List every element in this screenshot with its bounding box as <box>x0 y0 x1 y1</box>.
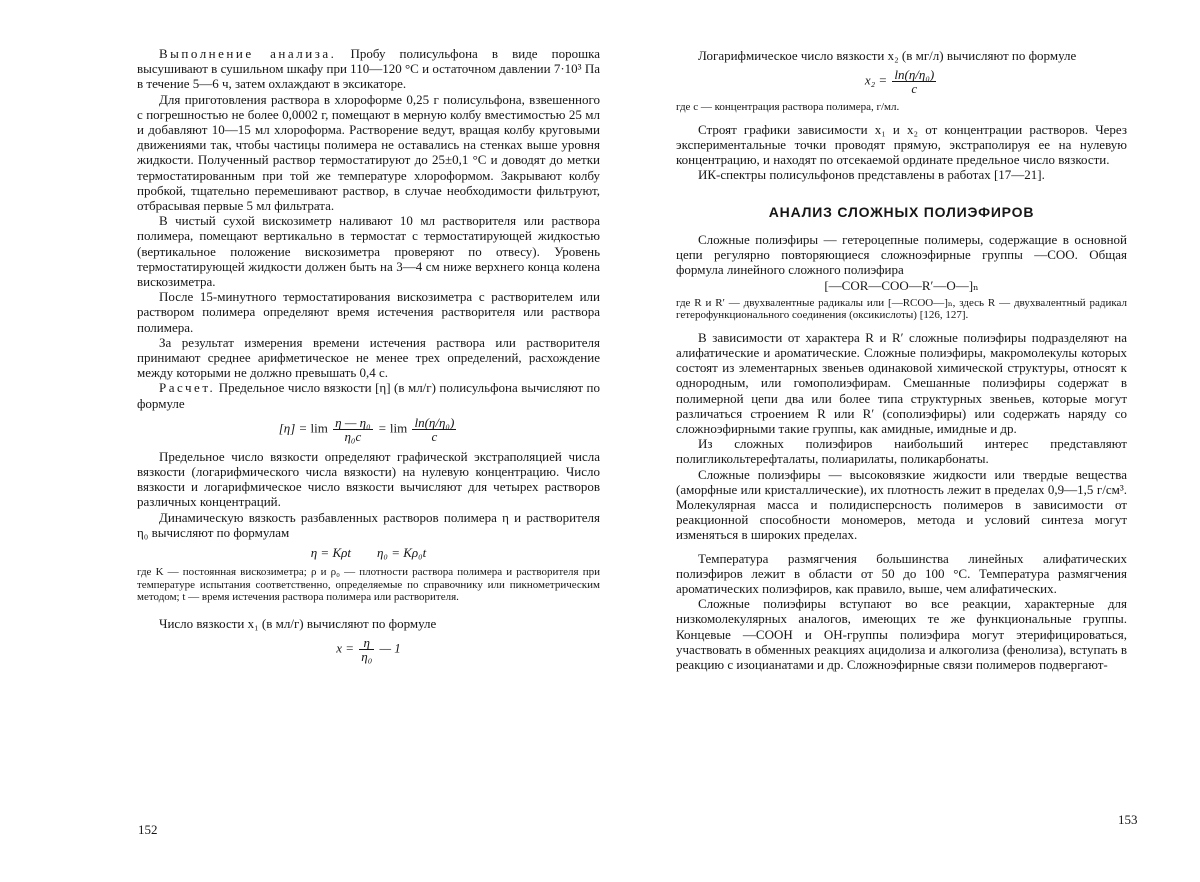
right-text-column <box>676 48 1127 672</box>
formula-log-viscosity <box>676 68 1127 95</box>
paragraph-softening: Температура размягчения большинства линейных алифатических полиэфиров лежит в области от 50 до 100 °С. Температура размягчения ароматических полиэфиров, как правило, выше, чем алифатических. <box>676 550 1127 597</box>
paragraph-procedure <box>137 46 600 92</box>
section-lead-calculation: Расчет. <box>159 380 216 396</box>
formula-lhs: x₂ = <box>864 72 891 88</box>
formula-viscosity-number <box>137 636 600 663</box>
paragraph-log-viscosity: Логарифмическое число вязкости x₂ (в мг/л) вычисляют по формуле <box>698 48 1077 63</box>
note-radicals: где R и R′ — двухвалентные радикалы или [—RCOO—]ₙ, здесь R — двухвалентный радикал гетерофункционального соединения (оксикислоты) [126, 127]. <box>676 296 1127 322</box>
formula-rhs: — 1 <box>379 640 401 656</box>
formula-lhs: [η] = <box>278 420 311 436</box>
fraction-denominator: c <box>911 81 918 97</box>
formula-lhs: x = <box>336 640 358 656</box>
paragraph-graphs: Строят графики зависимости x₁ и x₂ от концентрации растворов. Через экспериментальные точки проводят прямую, экстраполируя ее на нулевую концентрацию, и находят по отсекаемой ординате предельное число вязкости. <box>676 121 1127 168</box>
left-text-column <box>137 46 600 669</box>
note-symbols: где K — постоянная вискозиметра; ρ и ρ₀ — плотности раствора полимера и растворителя при температуре испытания соответственно, определяемые по справочнику или пикнометрическим методом; t — время истечения раствора полимера или растворителя. <box>137 566 600 604</box>
paragraph-polyesters-intro: Сложные полиэфиры — гетероцепные полимеры, содержащие в основной цепи регулярно повторяющиеся сложноэфирные группы —COO. Общая формула линейного сложного полиэфира <box>676 231 1127 278</box>
formula-dynamic-viscosity: η = Kρt η₀ = Kρ₀t <box>310 545 427 561</box>
fraction-numerator: η <box>359 636 374 650</box>
fraction-numerator: η — η₀ <box>335 414 371 430</box>
paragraph-reactions: Сложные полиэфиры вступают во все реакции, характерные для низкомолекулярных аналогов, имеющих те же функциональные группы. Концевые —COOH и OH-группы полиэфира могут этерифицироваться, участвовать в обменных реакциях ацидолиза и алкоголиза (фенолиза), вступать в реакцию с изоцианатами и др. Сложноэфирные связи полимеров подвергают- <box>676 596 1127 673</box>
formula-lim: lim <box>389 420 408 436</box>
fraction <box>412 416 456 443</box>
fraction-denominator: η₀ <box>361 649 373 665</box>
fraction <box>359 636 374 663</box>
paragraph-interest: Из сложных полиэфиров наибольший интерес представляют полигликольтерефталаты, полиарилаты, поликарбонаты. <box>676 436 1127 467</box>
formula-lim: lim <box>310 420 328 436</box>
paragraph-text: Предельное число вязкости [η] (в мл/г) полисульфона вычисляют по формуле <box>137 380 600 411</box>
paragraph-thermostat: После 15-минутного термостатирования вискозиметра с растворителем или раствором полимера определяют время истечения растворителя или раствора полимера. <box>137 289 600 335</box>
section-lead-procedure: Выполнение анализа. <box>159 46 337 61</box>
paragraph-classification: В зависимости от характера R и R′ сложные полиэфиры подразделяют на алифатические и ароматические. Сложные полиэфиры, макромолекулы которых состоят из элементарных звеньев одинаковой химической структуры, относят к однородным, или гомополиэфирам. Смешанные полиэфиры содержат в полимерной цепи два или более типа структурных звеньев, которые могут различаться строением R или R′ (сополиэфиры) или содержать наряду со сложноэфирными такие группы, как амидные, имидные и др. <box>676 329 1127 437</box>
paragraph-solution-prep: Для приготовления раствора в хлороформе 0,25 г полисульфона, взвешенного с погрешностью не более 0,0002 г, помещают в мерную колбу вместимостью 25 мл и добавляют 10—15 мл хлороформа. Растворение ведут, вращая колбу круговыми движениями так, чтобы частицы полимера не оставались на стенках выше уровня жидкости. Полученный раствор термостатируют до 25±0,1 °С и доводят до метки термостатированным при той же температуре хлороформом. Закрывают колбу пробкой, тщательно перемешивают раствор, в случае необходимости фильтруют, отбрасывая первые 5 мл фильтрата. <box>137 91 600 214</box>
formula-polyester: [—COR—COO—R′—O—]ₙ <box>824 278 979 294</box>
formula-intrinsic-viscosity <box>137 416 600 443</box>
paragraph-viscosity-number: Число вязкости x₁ (в мл/г) вычисляют по формуле <box>159 616 437 632</box>
section-heading: АНАЛИЗ СЛОЖНЫХ ПОЛИЭФИРОВ <box>768 203 1035 220</box>
paragraph-result: За результат измерения времени истечения раствора или растворителя принимают среднее арифметическое не менее трех определений, расхождение между которыми не должно превышать 0,4 с. <box>137 334 600 381</box>
paragraph-text: Пробу полисульфона в виде порошка высушивают в сушильном шкафу при 110—120 °С и остаточном давлении 7·10³ Па в течение 5—6 ч, затем охлаждают в эксикаторе. <box>137 46 600 92</box>
page-number-right: 153 <box>1118 812 1138 827</box>
fraction-denominator: c <box>431 428 438 444</box>
paragraph-properties: Сложные полиэфиры — высоковязкие жидкости или твердые вещества (аморфные или кристаллические), их плотность лежит в пределах 0,9—1,5 г/см³. Молекулярная масса и полидисперсность полимеров в зависимости от реакционной способности мономеров, метода и условий синтеза могут изменяться в широких пределах. <box>676 466 1127 543</box>
fraction-numerator: ln(η/η₀) <box>414 414 455 430</box>
fraction <box>333 416 372 443</box>
page-number-left: 152 <box>138 822 158 837</box>
paragraph-dynamic-viscosity: Динамическую вязкость разбавленных растворов полимера η и растворителя η₀ вычисляют по формулам <box>137 509 600 540</box>
formula-equals: = <box>377 420 390 436</box>
note-concentration: где c — концентрация раствора полимера, г/мл. <box>676 101 900 114</box>
fraction-denominator: η₀c <box>344 428 362 444</box>
fraction <box>892 68 936 95</box>
paragraph-extrapolation: Предельное число вязкости определяют графической экстраполяцией числа вязкости (логарифмического числа вязкости) на нулевую концентрацию. Число вязкости и логарифмическое число вязкости вычисляют для четырех растворов различных концентраций. <box>137 448 600 510</box>
paragraph-calculation <box>137 380 600 410</box>
fraction-numerator: ln(η/η₀) <box>894 67 935 83</box>
right-page <box>600 0 1200 882</box>
paragraph-ir-spectra: ИК-спектры полисульфонов представлены в работах [17—21]. <box>698 167 1045 183</box>
paragraph-viscometer: В чистый сухой вискозиметр наливают 10 мл растворителя или раствора полимера, помещают вертикально в термостат с термостатирующей жидкостью (вертикальное положение вискозиметра проверяют по отвесу). Уровень термостатирующей жидкости должен быть на 3—4 см ниже верхнего конца колена вискозиметра. <box>137 213 600 290</box>
